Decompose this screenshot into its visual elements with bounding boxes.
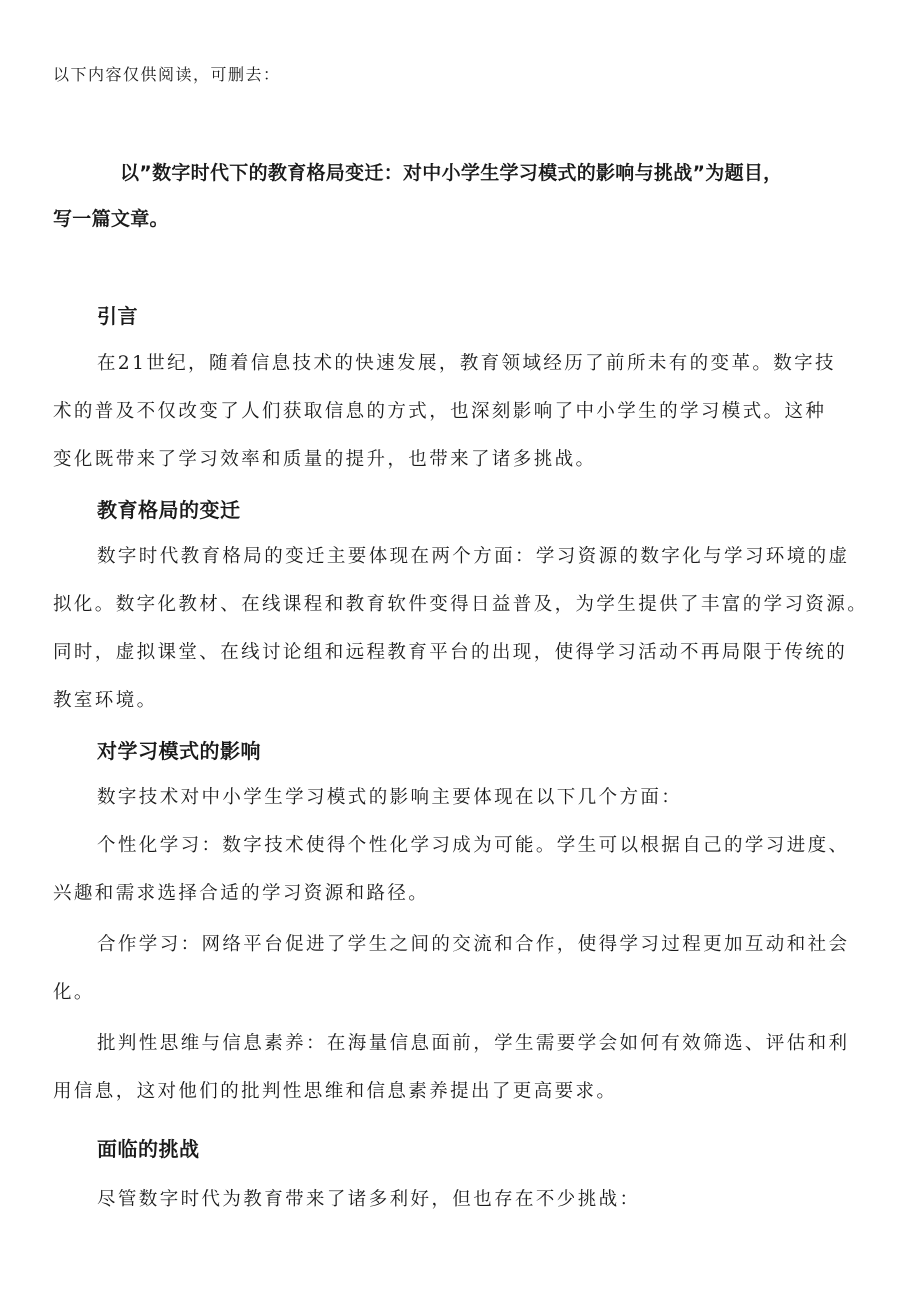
paragraph-line: 变化既带来了学习效率和质量的提升，也带来了诸多挑战。: [53, 449, 597, 470]
essay-prompt-line-1: 以”数字时代下的教育格局变迁：对中小学生学习模式的影响与挑战”为题目，: [120, 162, 783, 184]
section-heading-challenges: 面临的挑战: [97, 1137, 200, 1161]
reading-note: 以下内容仅供阅读，可删去：: [53, 65, 281, 84]
paragraph-line: 批判性思维与信息素养：在海量信息面前，学生需要学会如何有效筛选、评估和利: [97, 1033, 850, 1054]
paragraph-line: 数字时代教育格局的变迁主要体现在两个方面：学习资源的数字化与学习环境的虚: [97, 546, 850, 567]
paragraph-line: 拟化。数字化教材、在线课程和教育软件变得日益普及，为学生提供了丰富的学习资源。: [53, 594, 869, 615]
paragraph-line: 用信息，这对他们的批判性思维和信息素养提出了更高要求。: [53, 1081, 618, 1102]
paragraph-line: 兴趣和需求选择合适的学习资源和路径。: [53, 883, 430, 904]
paragraph-line: 教室环境。: [53, 690, 158, 711]
paragraph-line: 化。: [53, 982, 95, 1003]
paragraph-line: 个性化学习：数字技术使得个性化学习成为可能。学生可以根据自己的学习进度、: [97, 835, 850, 856]
paragraph-line: 数字技术对中小学生学习模式的影响主要体现在以下几个方面：: [97, 787, 683, 808]
section-heading-learning-impact: 对学习模式的影响: [97, 739, 261, 763]
paragraph-line: 同时，虚拟课堂、在线讨论组和远程教育平台的出现，使得学习活动不再局限于传统的: [53, 642, 848, 663]
essay-prompt-line-2: 写一篇文章。: [53, 208, 169, 230]
section-heading-introduction: 引言: [97, 304, 138, 328]
paragraph-line: 术的普及不仅改变了人们获取信息的方式，也深刻影响了中小学生的学习模式。这种: [53, 401, 827, 422]
paragraph-line: 尽管数字时代为教育带来了诸多利好，但也存在不少挑战：: [97, 1189, 641, 1210]
section-heading-education-landscape: 教育格局的变迁: [97, 498, 241, 522]
paragraph-line: 在21世纪，随着信息技术的快速发展，教育领域经历了前所未有的变革。数字技: [97, 353, 836, 374]
paragraph-line: 合作学习：网络平台促进了学生之间的交流和合作，使得学习过程更加互动和社会: [97, 934, 850, 955]
